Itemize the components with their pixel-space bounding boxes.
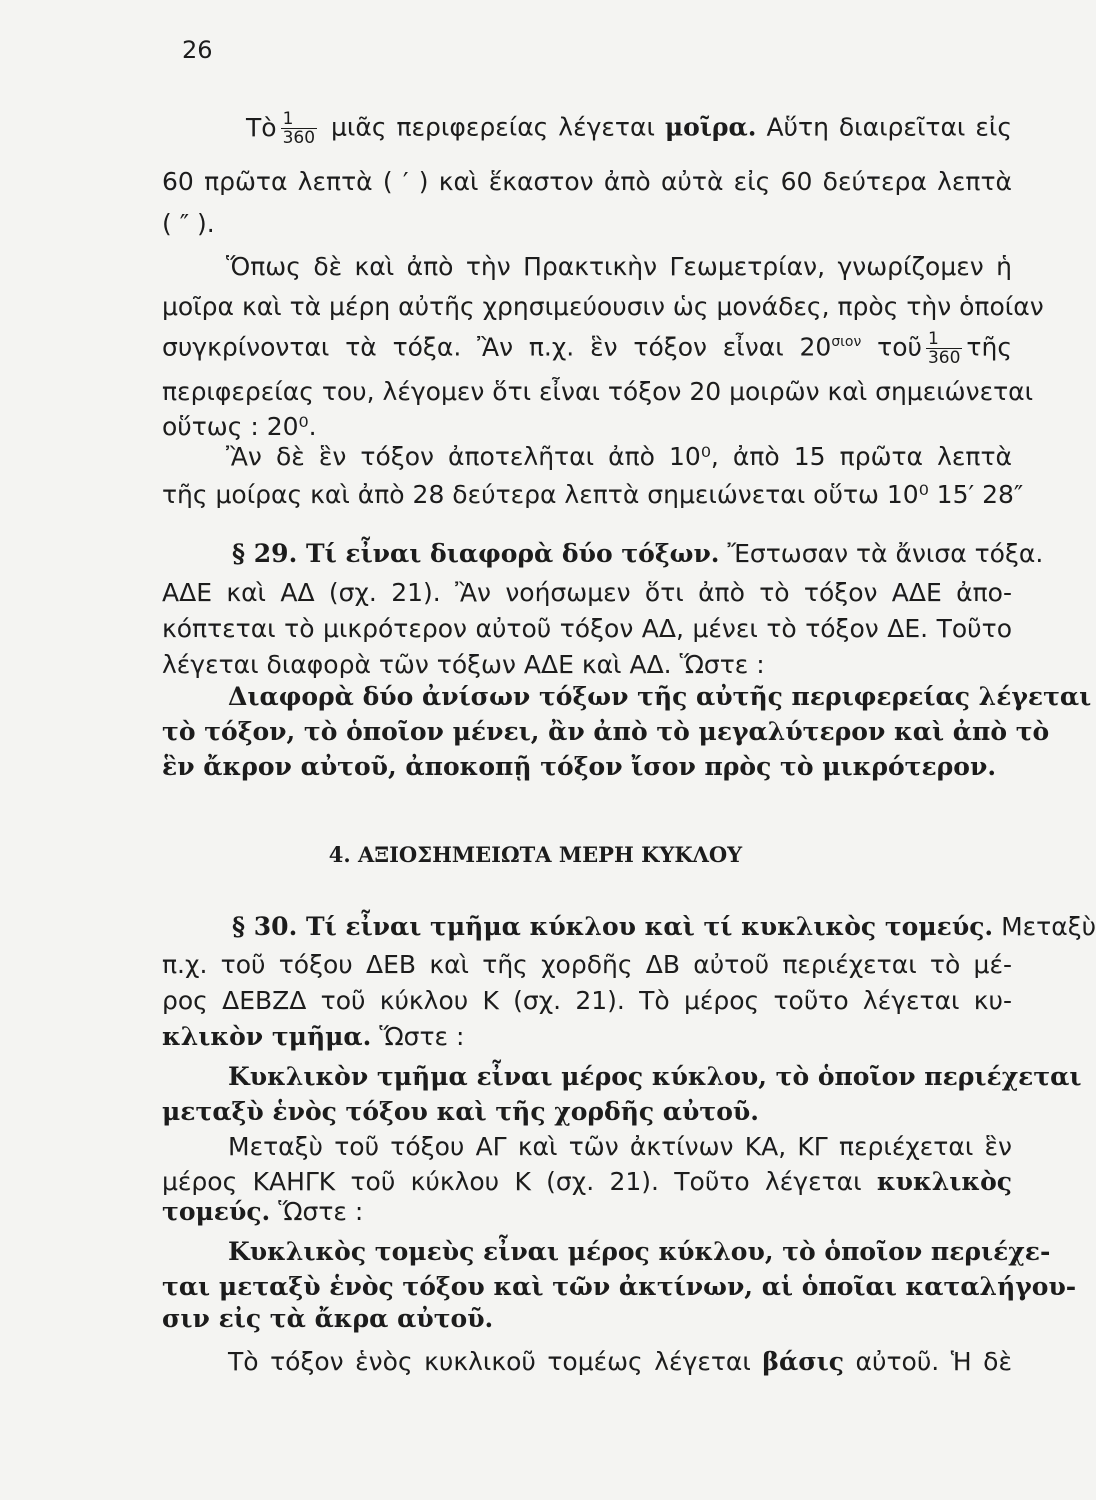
term-bold: τομεύς.	[162, 1197, 271, 1226]
text-line: μοῖρα καὶ τὰ μέρη αὐτῆς χρησιμεύουσιν ὡς μονάδες, πρὸς τὴν ὁποίαν	[162, 292, 1044, 321]
fraction: $\frac{1}{360}$	[282, 109, 316, 148]
definition-line: Κυκλικὸς τομεὺς εἶναι μέρος κύκλου, τὸ ὁποῖον περιέχε-	[228, 1237, 1051, 1266]
definition-line: ται μεταξὺ ἑνὸς τόξου καὶ τῶν ἀκτίνων, αἱ ὁποῖαι καταλήγου-	[162, 1272, 1077, 1301]
text-line: κλικὸν τμῆμα. Ὥστε :	[162, 1022, 465, 1051]
text-line: Ὅπως δὲ καὶ ἀπὸ τὴν Πρακτικὴν Γεωμετρίαν, γνωρίζομεν ἡ	[226, 252, 1012, 281]
definition-line: μεταξὺ ἑνὸς τόξου καὶ τῆς χορδῆς αὐτοῦ.	[162, 1097, 759, 1126]
text-line: Μεταξὺ τοῦ τόξου ΑΓ καὶ τῶν ἀκτίνων ΚΑ, ΚΓ περιέχεται ἓν	[228, 1132, 1012, 1161]
fraction: $\frac{1}{360}$	[927, 329, 961, 368]
section-30-title-line: § 30. Τί εἶναι τμῆμα κύκλου καὶ τί κυκλικὸς τομεύς. Μεταξὺ	[232, 912, 1096, 941]
text-line: συγκρίνονται τὰ τόξα. Ἂν π.χ. ἓν τόξον εἶναι $20^{\sigma\iota o\nu}$ τοῦ $\frac{1}{360}$ τῆς	[162, 329, 1012, 368]
text-line: Ἂν δὲ ἓν τόξον ἀποτελῆται ἀπὸ 10⁰, ἀπὸ 15 πρῶτα λεπτὰ	[226, 442, 1012, 471]
section-29-title-line: § 29. Τί εἶναι διαφορὰ δύο τόξων. Ἔστωσαν τὰ ἄνισα τόξα.	[232, 539, 1044, 568]
page-number: 26	[182, 36, 213, 64]
text-line: κόπτεται τὸ μικρότερον αὐτοῦ τόξον ΑΔ, μένει τὸ τόξον ΔΕ. Τοῦτο	[162, 614, 1012, 643]
text-line: π.χ. τοῦ τόξου ΔΕΒ καὶ τῆς χορδῆς ΔΒ αὐτοῦ περιέχεται τὸ μέ-	[162, 950, 1012, 979]
term-bold: κυκλικὸς	[876, 1167, 1013, 1196]
text-line: 60 πρῶτα λεπτὰ ( ′ ) καὶ ἕκαστον ἀπὸ αὐτὰ εἰς 60 δεύτερα λεπτὰ	[162, 167, 1012, 196]
chapter-heading: 4. ΑΞΙΟΣΗΜΕΙΩΤΑ ΜΕΡΗ ΚΥΚΛΟΥ	[328, 842, 743, 867]
text-line: περιφερείας του, λέγομεν ὅτι εἶναι τόξον 20 μοιρῶν καὶ σημειώνεται	[162, 377, 1034, 406]
text-line: τῆς μοίρας καὶ ἀπὸ 28 δεύτερα λεπτὰ σημειώνεται οὕτω 10⁰ 15′ 28″	[162, 480, 1024, 509]
text-line: Τὸ $\frac{1}{360}$ μιᾶς περιφερείας λέγεται μοῖρα. Αὕτη διαιρεῖται εἰς	[246, 109, 1012, 148]
text-line: λέγεται διαφορὰ τῶν τόξων ΑΔΕ καὶ ΑΔ. Ὥστε :	[162, 650, 765, 679]
text-line: ΑΔΕ καὶ ΑΔ (σχ. 21). Ἂν νοήσωμεν ὅτι ἀπὸ τὸ τόξον ΑΔΕ ἀπο-	[162, 578, 1012, 607]
definition-line: ἓν ἄκρον αὐτοῦ, ἀποκοπῇ τόξον ἴσον πρὸς τὸ μικρότερον.	[162, 752, 997, 781]
section-title: § 30. Τί εἶναι τμῆμα κύκλου καὶ τί κυκλικὸς τομεύς.	[232, 912, 994, 941]
text-line: Τὸ τόξον ἑνὸς κυκλικοῦ τομέως λέγεται βάσις αὐτοῦ. Ἡ δὲ	[228, 1347, 1012, 1376]
definition-line: τὸ τόξον, τὸ ὁποῖον μένει, ἂν ἀπὸ τὸ μεγαλύτερον καὶ ἀπὸ τὸ	[162, 717, 1050, 746]
definition-line: Κυκλικὸν τμῆμα εἶναι μέρος κύκλου, τὸ ὁποῖον περιέχεται	[228, 1062, 1082, 1091]
text-line: τομεύς. Ὥστε :	[162, 1197, 364, 1226]
text-line: ρος ΔΕΒΖΔ τοῦ κύκλου Κ (σχ. 21). Τὸ μέρος τοῦτο λέγεται κυ-	[162, 986, 1012, 1015]
term-bold: βάσις	[762, 1347, 844, 1376]
definition-line: Διαφορὰ δύο ἀνίσων τόξων τῆς αὐτῆς περιφερείας λέγεται	[228, 682, 1092, 711]
term-bold: μοῖρα.	[664, 112, 757, 142]
text-line: οὕτως : 20⁰.	[162, 412, 317, 441]
text-line: μέρος ΚΑΗΓΚ τοῦ κύκλου Κ (σχ. 21). Τοῦτο λέγεται κυκλικὸς	[162, 1167, 1013, 1196]
term-bold: κλικὸν τμῆμα.	[162, 1022, 372, 1051]
definition-line: σιν εἰς τὰ ἄκρα αὐτοῦ.	[162, 1304, 494, 1333]
section-title: § 29. Τί εἶναι διαφορὰ δύο τόξων.	[232, 539, 720, 568]
text-line: ( ″ ).	[162, 209, 215, 238]
